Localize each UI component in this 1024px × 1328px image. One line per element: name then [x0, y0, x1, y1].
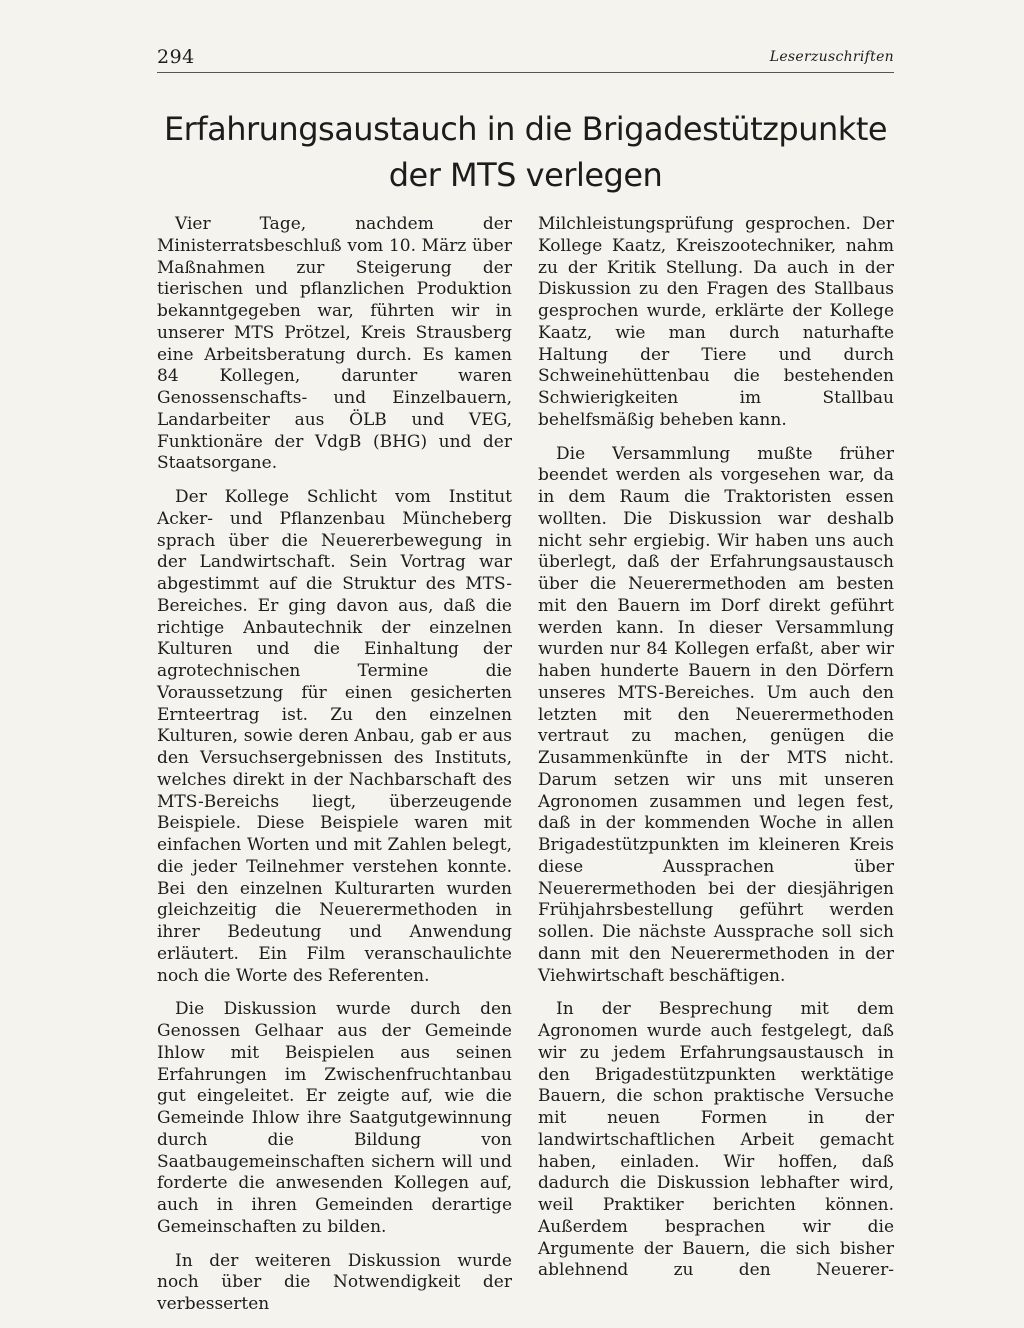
paragraph: Der Kollege Schlicht vom Institut Acker- und Pflanzenbau Müncheberg sprach über die Neuererbewegung in der Landwirtschaft. Sein Vortrag war abgestimmt auf die Struktur des MTS-Bereiches. Er ging davon aus, daß die richtige Anbautechnik der einzelnen Kulturen und die Einhaltung der agrotechnischen Termine die Voraussetzung für einen gesicherten Ernteertrag ist. Zu den einzelnen Kulturen, sowie deren Anbau, gab er aus den Versuchsergebnissen des Instituts, welches direkt in der Nachbarschaft des MTS-Bereichs liegt, überzeugende Beispiele. Diese Beispiele waren mit einfachen Worten und mit Zahlen belegt, die jeder Teilnehmer verstehen konnte. Bei den einzelnen Kulturarten wurden gleichzeitig die Neuerermethoden in ihrer Bedeutung und Anwendung erläutert. Ein Film veranschaulichte noch die Worte des Referenten. [157, 487, 512, 986]
paragraph: Vier Tage, nachdem der Ministerratsbeschluß vom 10. März über Maßnahmen zur Steigerung der tierischen und pflanzlichen Produktion bekanntgegeben war, führten wir in unserer MTS Prötzel, Kreis Strausberg eine Arbeitsberatung durch. Es kamen 84 Kollegen, darunter waren Genossenschafts- und Einzelbauern, Landarbeiter aus ÖLB und VEG, Funktionäre der VdgB (BHG) und der Staatsorgane. [157, 214, 512, 474]
paragraph: In der weiteren Diskussion wurde noch über die Notwendigkeit der verbesserten [157, 1250, 512, 1314]
paragraph: Die Versammlung mußte früher beendet werden als vorgesehen war, da in dem Raum die Traktoristen essen wollten. Die Diskussion war deshalb nicht sehr ergiebig. Wir haben uns auch überlegt, daß der Erfahrungsaustausch über die Neuerermethoden am besten mit den Bauern im Dorf direkt geführt werden kann. In dieser Versammlung wurden nur 84 Kollegen erfaßt, aber wir haben hunderte Bauern in den Dörfern unseres MTS-Bereiches. Um auch den letzten mit den Neuerermethoden vertraut zu machen, genügen die Zusammenkünfte in der MTS nicht. Darum setzen wir uns mit unseren Agronomen zusammen und legen fest, daß in der kommenden Woche in allen Brigadestützpunkten im kleineren Kreis diese Aussprachen über Neuerermethoden bei der diesjährigen Frühjahrsbestellung geführt werden sollen. Die nächste Aussprache soll sich dann mit den Neuerermethoden in der Viehwirtschaft beschäftigen. [538, 443, 894, 986]
article-title-line-2: der MTS verlegen [388, 156, 663, 194]
article-title-line-1: Erfahrungsaustauch in die Brigadestützpunkte [163, 110, 888, 148]
running-head: Leserzuschriften [769, 49, 894, 65]
article-title [157, 106, 894, 198]
header-rule [157, 72, 894, 73]
paragraph: Milchleistungsprüfung gesprochen. Der Kollege Kaatz, Kreiszootechniker, nahm zu der Kritik Stellung. Da auch in der Diskussion zu den Fragen des Stallbaus gesprochen wurde, erklärte der Kollege Kaatz, wie man durch naturhafte Haltung der Tiere und durch Schweinehüttenbau die bestehenden Schwierigkeiten im Stallbau behelfsmäßig beheben kann. [538, 214, 894, 430]
page-number: 294 [157, 46, 195, 68]
paragraph: In der Besprechung mit dem Agronomen wurde auch festgelegt, daß wir zu jedem Erfahrungsaustausch in den Brigadestützpunkten werktätige Bauern, die schon praktische Versuche mit neuen Formen in der landwirtschaftlichen Arbeit gemacht haben, einladen. Wir hoffen, daß dadurch die Diskussion lebhafter wird, weil Praktiker berichten können. Außerdem besprachen wir die Argumente der Bauern, die sich bisher ablehnend zu den Neuerer- [538, 999, 894, 1281]
left-column [157, 214, 512, 1328]
paragraph: Die Diskussion wurde durch den Genossen Gelhaar aus der Gemeinde Ihlow mit Beispielen aus seinen Erfahrungen im Zwischenfruchtanbau gut eingeleitet. Er zeigte auf, wie die Gemeinde Ihlow ihre Saatgutgewinnung durch die Bildung von Saatbaugemeinschaften sichern will und forderte die anwesenden Kollegen auf, auch in ihren Gemeinden derartige Gemeinschaften zu bilden. [157, 999, 512, 1237]
right-column [538, 214, 894, 1294]
